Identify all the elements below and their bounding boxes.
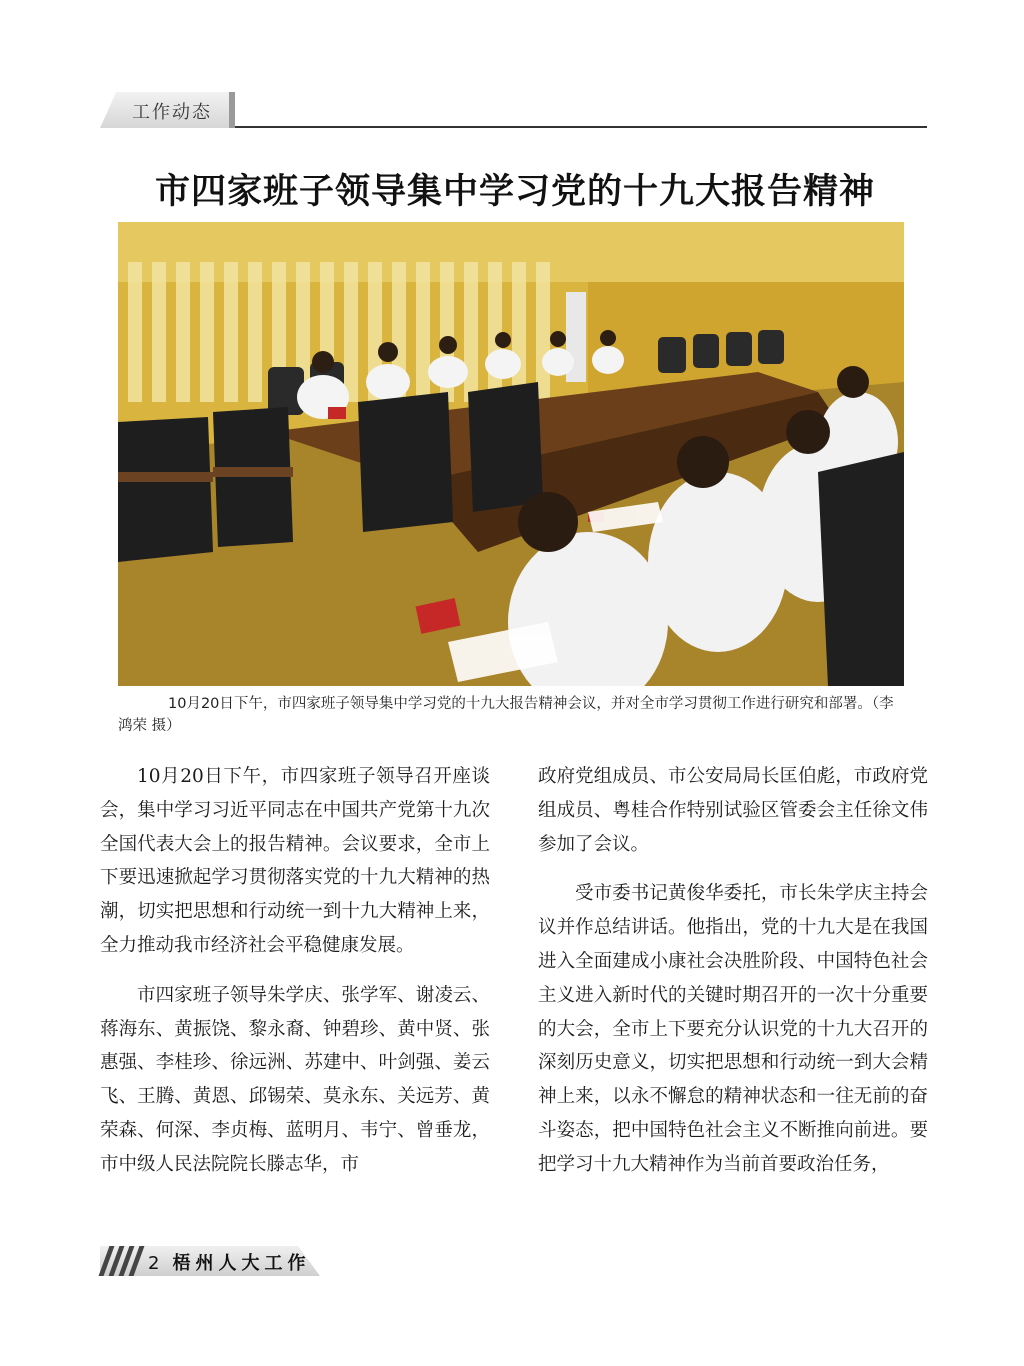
paragraph: 政府党组成员、市公安局局长匡伯彪，市政府党组成员、粤桂合作特别试验区管委会主任徐文伟参加了会议。: [538, 766, 928, 855]
footer-stripes: [104, 1246, 144, 1276]
photo-caption: 10月20日下午，市四家班子领导集中学习党的十九大报告精神会议，并对全市学习贯彻工作进行研究和部署。（李鸿荣 摄）: [118, 696, 894, 734]
paragraph: 受市委书记黄俊华委托，市长朱学庆主持会议并作总结讲话。他指出，党的十九大是在我国进入全面建成小康社会决胜阶段、中国特色社会主义进入新时代的关键时期召开的一次十分重要的大会，全市上下要充分认识党的十九大召开的深刻历史意义，切实把思想和行动统一到大会精神上来，以永不懈怠的精神状态和一往无前的奋斗姿态，把中国特色社会主义不断推向前进。要把学习十九大精神作为当前首要政治任务，: [538, 883, 928, 1175]
footer: [148, 1249, 310, 1275]
left-column: [100, 760, 490, 1198]
paragraph: 市四家班子领导朱学庆、张学军、谢凌云、蒋海东、黄振饶、黎永裔、钟碧珍、黄中贤、张惠强、李桂珍、徐远洲、苏建中、叶剑强、姜云飞、王腾、黄恩、邱锡荣、莫永东、关远芳、黄荣森、何深、李贞梅、蓝明月、韦宁、曾垂龙，市中级人民法院院长滕志华，市: [100, 984, 490, 1175]
meeting-photo: [118, 222, 904, 686]
right-column: [538, 760, 928, 1198]
header-rule: [235, 126, 927, 128]
page-number: 2: [148, 1253, 165, 1274]
article-title: 市四家班子领导集中学习党的十九大报告精神: [154, 171, 875, 212]
publication-name: 梧州人大工作: [172, 1253, 311, 1274]
paragraph: 10月20日下午，市四家班子领导召开座谈会，集中学习习近平同志在中国共产党第十九次全国代表大会上的报告精神。会议要求，全市上下要迅速掀起学习贯彻落实党的十九大精神的热潮，切实把思想和行动统一到十九大精神上来，全力推动我市经济社会平稳健康发展。: [100, 766, 490, 956]
section-label: 工作动态: [132, 102, 212, 123]
